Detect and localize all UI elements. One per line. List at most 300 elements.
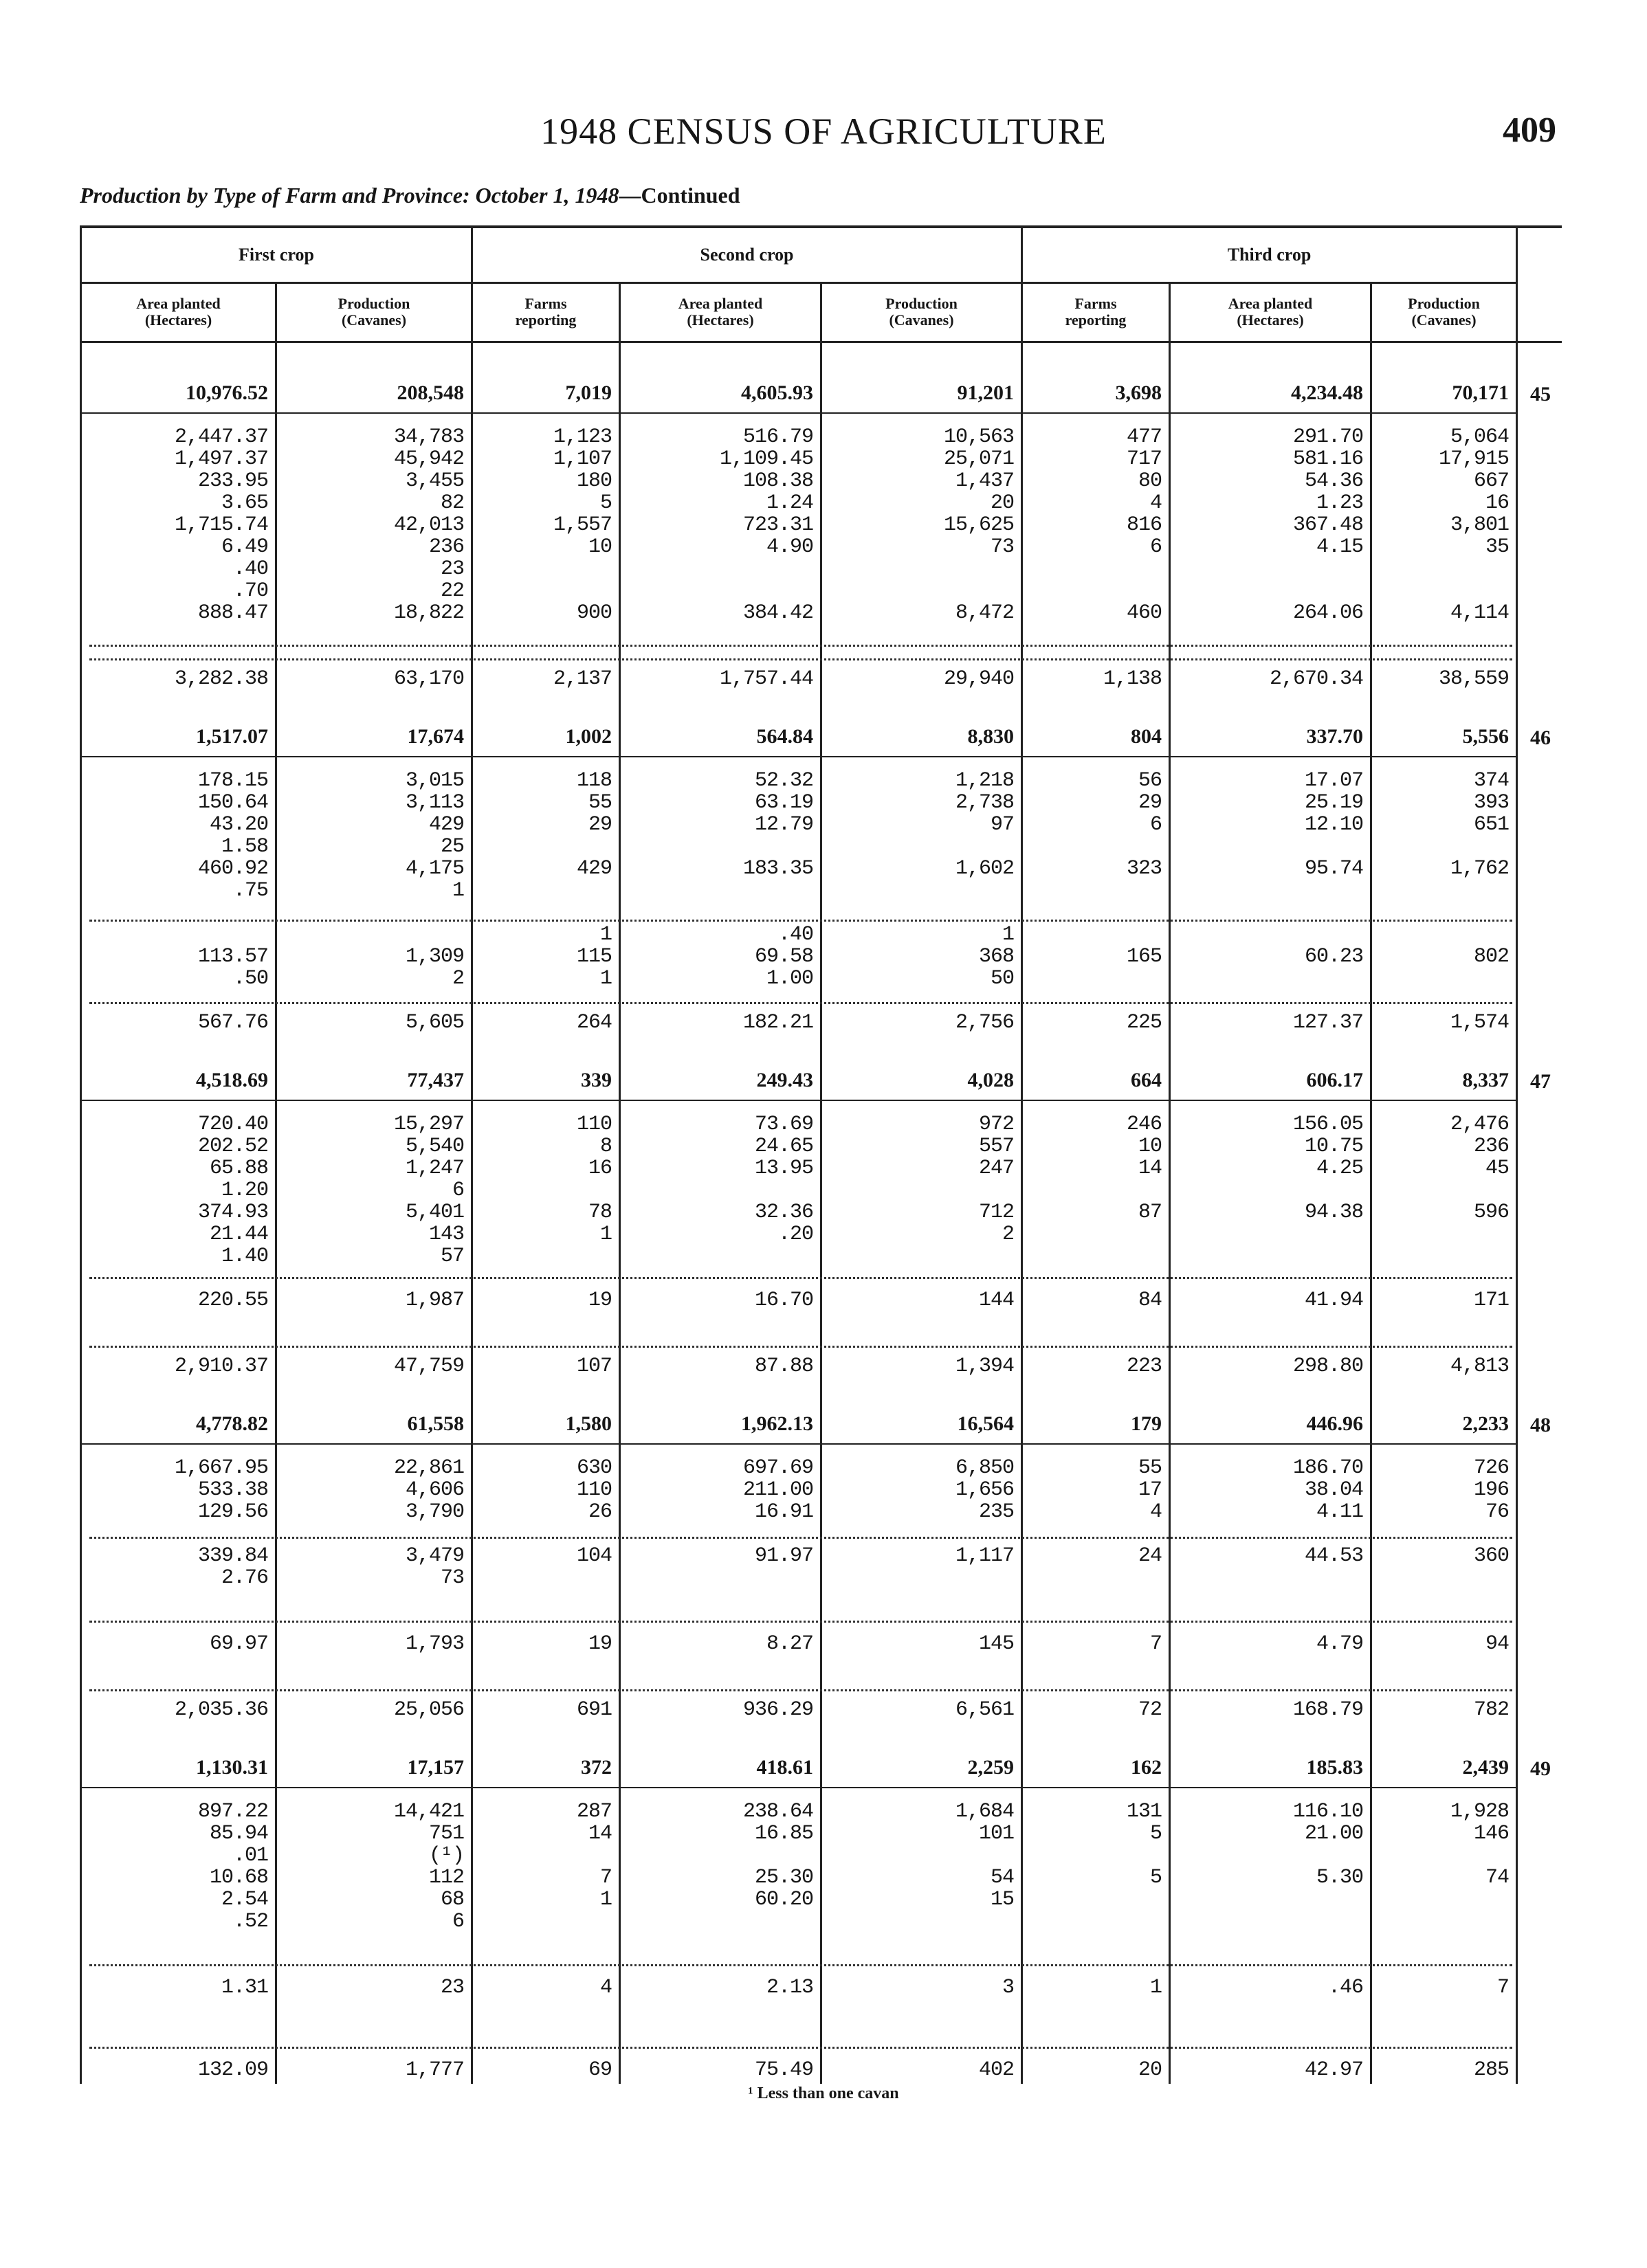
- table-cell: 43.20: [209, 813, 268, 836]
- group-header-first-crop: First crop: [239, 245, 314, 265]
- table-cell: 6: [1149, 813, 1162, 836]
- table-cell: 720.40: [197, 1113, 268, 1136]
- table-cell: 3: [1002, 1976, 1014, 1999]
- table-cell: 1,757.44: [719, 667, 813, 691]
- table-cell: 751: [428, 1822, 464, 1845]
- table-row: [0, 425, 1647, 449]
- table-row: [0, 557, 1647, 581]
- table-cell: 3,698: [1115, 381, 1162, 404]
- table-cell: .01: [232, 1844, 268, 1867]
- table-cell: 56: [1138, 769, 1162, 792]
- table-cell: 6: [1149, 535, 1162, 559]
- table-cell: 1,437: [955, 469, 1014, 493]
- column-header: Farms reporting: [1065, 295, 1127, 329]
- table-cell: 1,497.37: [174, 447, 268, 471]
- table-cell: 41.94: [1304, 1289, 1363, 1312]
- table-cell: 45: [1485, 1157, 1509, 1180]
- group-header-second-crop: Second crop: [700, 245, 794, 265]
- table-cell: 1: [599, 923, 612, 946]
- table-cell: 1.24: [766, 491, 813, 515]
- table-cell: 897.22: [197, 1800, 268, 1823]
- table-cell: 3,455: [405, 469, 464, 493]
- footnote: ¹ Less than one cavan: [748, 2084, 899, 2102]
- table-cell: 208,548: [397, 381, 464, 404]
- table-cell: 17: [1138, 1478, 1162, 1502]
- margin-line-number: 48: [1530, 1414, 1551, 1436]
- table-cell: 4.15: [1316, 535, 1363, 559]
- table-cell: 20: [1138, 2058, 1162, 2082]
- table-cell: 8,830: [967, 725, 1014, 748]
- table-cell: 249.43: [756, 1069, 813, 1091]
- table-total-row: [0, 1756, 1647, 1779]
- table-cell: 235: [978, 1500, 1014, 1524]
- table-cell: 2.13: [766, 1976, 813, 1999]
- table-cell: 1,580: [565, 1412, 612, 1435]
- table-cell: 104: [576, 1544, 612, 1568]
- table-cell: 1: [1149, 1976, 1162, 1999]
- table-cell: 84: [1138, 1289, 1162, 1312]
- table-cell: 25,056: [393, 1698, 464, 1722]
- table-cell: 14: [1138, 1157, 1162, 1180]
- table-cell: 77,437: [407, 1069, 464, 1091]
- table-cell: 74: [1485, 1866, 1509, 1889]
- table-cell: 1.23: [1316, 491, 1363, 515]
- table-cell: 15,297: [393, 1113, 464, 1136]
- table-cell: 1,517.07: [196, 725, 268, 748]
- table-cell: 69: [588, 2058, 612, 2082]
- table-cell: 8: [599, 1135, 612, 1158]
- table-cell: 91.97: [754, 1544, 813, 1568]
- table-row: [0, 1478, 1647, 1502]
- table-cell: 429: [428, 813, 464, 836]
- table-cell: 6: [452, 1179, 464, 1202]
- table-cell: 143: [428, 1223, 464, 1246]
- table-cell: 1,602: [955, 857, 1014, 880]
- table-cell: 238.64: [742, 1800, 813, 1823]
- table-total-row: [0, 725, 1647, 748]
- table-cell: 4,605.93: [741, 381, 813, 404]
- table-row: [0, 1011, 1647, 1034]
- margin-line-number: 45: [1530, 383, 1551, 405]
- table-cell: 220.55: [197, 1289, 268, 1312]
- table-cell: 3,801: [1450, 513, 1509, 537]
- table-cell: 2,670.34: [1269, 667, 1363, 691]
- table-cell: 15,625: [943, 513, 1014, 537]
- table-cell: 374: [1473, 769, 1509, 792]
- table-cell: 23: [440, 557, 464, 581]
- column-header: Production (Cavanes): [338, 295, 410, 329]
- table-cell: 94: [1485, 1632, 1509, 1656]
- table-cell: 110: [576, 1113, 612, 1136]
- table-cell: 113.57: [197, 945, 268, 968]
- table-cell: 533.38: [197, 1478, 268, 1502]
- table-cell: 17,915: [1438, 447, 1509, 471]
- table-cell: 156.05: [1292, 1113, 1363, 1136]
- table-cell: 418.61: [756, 1756, 813, 1779]
- table-cell: 972: [978, 1113, 1014, 1136]
- table-row: [0, 667, 1647, 691]
- table-cell: 91,201: [957, 381, 1014, 404]
- table-cell: 171: [1473, 1289, 1509, 1312]
- table-cell: 1,109.45: [719, 447, 813, 471]
- table-cell: 44.53: [1304, 1544, 1363, 1568]
- table-row: [0, 1223, 1647, 1246]
- table-cell: 667: [1473, 469, 1509, 493]
- table-cell: 1: [452, 879, 464, 902]
- table-cell: 1,117: [955, 1544, 1014, 1568]
- table-row: [0, 791, 1647, 814]
- table-cell: 384.42: [742, 601, 813, 625]
- table-cell: 132.09: [197, 2058, 268, 2082]
- table-cell: .40: [232, 557, 268, 581]
- column-header: Production (Cavanes): [1408, 295, 1480, 329]
- table-cell: 10: [588, 535, 612, 559]
- table-cell: 1,667.95: [174, 1456, 268, 1480]
- table-cell: 1.31: [221, 1976, 268, 1999]
- table-cell: 12.10: [1304, 813, 1363, 836]
- table-cell: 1,928: [1450, 1800, 1509, 1823]
- table-cell: 888.47: [197, 601, 268, 625]
- table-cell: 557: [978, 1135, 1014, 1158]
- table-cell: 1,793: [405, 1632, 464, 1656]
- table-cell: 29,940: [943, 667, 1014, 691]
- table-cell: 1.58: [221, 835, 268, 858]
- table-cell: 4,175: [405, 857, 464, 880]
- column-header: Area planted (Hectares): [1228, 295, 1313, 329]
- table-cell: 21.44: [209, 1223, 268, 1246]
- table-cell: 23: [440, 1976, 464, 1999]
- table-cell: 22,861: [393, 1456, 464, 1480]
- table-cell: 236: [1473, 1135, 1509, 1158]
- table-cell: 7: [1149, 1632, 1162, 1656]
- table-cell: 94.38: [1304, 1201, 1363, 1224]
- table-cell: 22: [440, 579, 464, 603]
- table-total-row: [0, 1412, 1647, 1436]
- table-row: [0, 491, 1647, 515]
- table-cell: 110: [576, 1478, 612, 1502]
- table-row: [0, 769, 1647, 792]
- table-cell: 97: [990, 813, 1014, 836]
- table-cell: 691: [576, 1698, 612, 1722]
- table-cell: 4.25: [1316, 1157, 1363, 1180]
- table-cell: 900: [576, 601, 612, 625]
- table-cell: 2: [1002, 1223, 1014, 1246]
- table-cell: 55: [588, 791, 612, 814]
- table-cell: 2,738: [955, 791, 1014, 814]
- table-cell: 2,035.36: [174, 1698, 268, 1722]
- table-cell: 186.70: [1292, 1456, 1363, 1480]
- table-row: [0, 1566, 1647, 1590]
- table-cell: 10,976.52: [186, 381, 268, 404]
- table-cell: 146: [1473, 1822, 1509, 1845]
- table-cell: 65.88: [209, 1157, 268, 1180]
- table-cell: 1,777: [405, 2058, 464, 2082]
- table-cell: 4: [599, 1976, 612, 1999]
- table-cell: 42.97: [1304, 2058, 1363, 2082]
- table-cell: .75: [232, 879, 268, 902]
- table-cell: 1,987: [405, 1289, 464, 1312]
- table-cell: 1,394: [955, 1355, 1014, 1378]
- table-cell: 127.37: [1292, 1011, 1363, 1034]
- table-cell: 19: [588, 1289, 612, 1312]
- table-cell: 1: [599, 1888, 612, 1911]
- table-cell: 782: [1473, 1698, 1509, 1722]
- table-row: [0, 469, 1647, 493]
- table-cell: 287: [576, 1800, 612, 1823]
- table-cell: 2,439: [1462, 1756, 1509, 1779]
- page-title: 1948 CENSUS OF AGRICULTURE: [540, 111, 1107, 152]
- table-row: [0, 513, 1647, 537]
- table-cell: 3,479: [405, 1544, 464, 1568]
- page-number: 409: [1503, 111, 1556, 150]
- table-cell: 69.97: [209, 1632, 268, 1656]
- table-cell: 802: [1473, 945, 1509, 968]
- table-cell: 14,421: [393, 1800, 464, 1823]
- table-cell: 223: [1126, 1355, 1162, 1378]
- table-cell: 17.07: [1304, 769, 1363, 792]
- table-cell: 291.70: [1292, 425, 1363, 449]
- table-cell: 50: [990, 967, 1014, 990]
- table-cell: 6,561: [955, 1698, 1014, 1722]
- table-cell: 5.30: [1316, 1866, 1363, 1889]
- table-cell: 150.64: [197, 791, 268, 814]
- table-cell: 108.38: [742, 469, 813, 493]
- table-cell: 1,962.13: [741, 1412, 813, 1435]
- table-cell: 564.84: [756, 725, 813, 748]
- table-cell: 516.79: [742, 425, 813, 449]
- table-cell: .70: [232, 579, 268, 603]
- table-row: [0, 1456, 1647, 1480]
- table-row: [0, 1800, 1647, 1823]
- table-cell: 477: [1126, 425, 1162, 449]
- table-cell: 1,247: [405, 1157, 464, 1180]
- table-cell: 47,759: [393, 1355, 464, 1378]
- table-row: [0, 923, 1647, 946]
- table-cell: 45,942: [393, 447, 464, 471]
- table-row: [0, 1245, 1647, 1268]
- table-cell: 247: [978, 1157, 1014, 1180]
- table-row: [0, 1355, 1647, 1378]
- table-cell: 68: [440, 1888, 464, 1911]
- table-cell: 225: [1126, 1011, 1162, 1034]
- table-cell: 18,822: [393, 601, 464, 625]
- table-cell: .40: [777, 923, 813, 946]
- table-cell: 651: [1473, 813, 1509, 836]
- table-cell: 162: [1131, 1756, 1162, 1779]
- table-cell: 1,762: [1450, 857, 1509, 880]
- table-cell: 35: [1485, 535, 1509, 559]
- table-cell: 10,563: [943, 425, 1014, 449]
- table-row: [0, 1698, 1647, 1722]
- table-row: [0, 1289, 1647, 1312]
- table-cell: 76: [1485, 1500, 1509, 1524]
- column-header: Area planted (Hectares): [136, 295, 221, 329]
- table-cell: 107: [576, 1355, 612, 1378]
- table-row: [0, 1632, 1647, 1656]
- table-row: [0, 601, 1647, 625]
- table-row: [0, 1544, 1647, 1568]
- table-cell: 5: [1149, 1866, 1162, 1889]
- table-cell: 402: [978, 2058, 1014, 2082]
- table-cell: 372: [581, 1756, 612, 1779]
- table-cell: 118: [576, 769, 612, 792]
- table-cell: 6,850: [955, 1456, 1014, 1480]
- table-total-row: [0, 1069, 1647, 1092]
- table-cell: 3.65: [221, 491, 268, 515]
- table-cell: 2,910.37: [174, 1355, 268, 1378]
- table-cell: 144: [978, 1289, 1014, 1312]
- table-cell: 73: [440, 1566, 464, 1590]
- table-cell: 10.68: [209, 1866, 268, 1889]
- table-cell: 29: [1138, 791, 1162, 814]
- table-cell: 165: [1126, 945, 1162, 968]
- table-cell: 3,282.38: [174, 667, 268, 691]
- margin-line-number: 46: [1530, 726, 1551, 749]
- table-cell: 1,715.74: [174, 513, 268, 537]
- table-cell: 374.93: [197, 1201, 268, 1224]
- table-cell: 7,019: [565, 381, 612, 404]
- table-cell: 630: [576, 1456, 612, 1480]
- table-cell: 131: [1126, 1800, 1162, 1823]
- table-row: [0, 447, 1647, 471]
- table-cell: 2,756: [955, 1011, 1014, 1034]
- table-cell: 1.00: [766, 967, 813, 990]
- table-cell: 460: [1126, 601, 1162, 625]
- table-cell: 1: [599, 967, 612, 990]
- table-cell: 4: [1149, 491, 1162, 515]
- table-cell: 664: [1131, 1069, 1162, 1091]
- table-cell: 5,605: [405, 1011, 464, 1034]
- table-cell: 73: [990, 535, 1014, 559]
- table-cell: .20: [777, 1223, 813, 1246]
- table-cell: 1.20: [221, 1179, 268, 1202]
- table-cell: 1,002: [565, 725, 612, 748]
- table-cell: 723.31: [742, 513, 813, 537]
- table-cell: 368: [978, 945, 1014, 968]
- table-cell: 5,064: [1450, 425, 1509, 449]
- table-cell: 1,107: [553, 447, 612, 471]
- table-cell: 16.91: [754, 1500, 813, 1524]
- table-cell: 5,556: [1462, 725, 1509, 748]
- table-cell: 581.16: [1292, 447, 1363, 471]
- table-cell: 726: [1473, 1456, 1509, 1480]
- table-cell: 4: [1149, 1500, 1162, 1524]
- table-row: [0, 835, 1647, 858]
- table-cell: 25.19: [1304, 791, 1363, 814]
- table-cell: 7: [599, 1866, 612, 1889]
- table-cell: 54.36: [1304, 469, 1363, 493]
- table-cell: 101: [978, 1822, 1014, 1845]
- table-cell: 54: [990, 1866, 1014, 1889]
- table-cell: 73.69: [754, 1113, 813, 1136]
- table-row: [0, 967, 1647, 990]
- table-cell: 15: [990, 1888, 1014, 1911]
- table-row: [0, 535, 1647, 559]
- table-cell: 95.74: [1304, 857, 1363, 880]
- table-cell: 3,790: [405, 1500, 464, 1524]
- table-cell: 429: [576, 857, 612, 880]
- table-cell: 185.83: [1306, 1756, 1363, 1779]
- table-row: [0, 1866, 1647, 1889]
- table-cell: 8.27: [766, 1632, 813, 1656]
- table-cell: .52: [232, 1910, 268, 1933]
- table-cell: 4,234.48: [1291, 381, 1363, 404]
- table-cell: 34,783: [393, 425, 464, 449]
- table-cell: 145: [978, 1632, 1014, 1656]
- table-cell: 233.95: [197, 469, 268, 493]
- table-cell: 115: [576, 945, 612, 968]
- table-cell: 2,259: [967, 1756, 1014, 1779]
- table-cell: 82: [440, 491, 464, 515]
- table-cell: 2,233: [1462, 1412, 1509, 1435]
- table-cell: 2.54: [221, 1888, 268, 1911]
- table-cell: 10: [1138, 1135, 1162, 1158]
- table-cell: 16,564: [957, 1412, 1014, 1435]
- table-cell: 360: [1473, 1544, 1509, 1568]
- table-cell: 8,472: [955, 601, 1014, 625]
- table-row: [0, 1157, 1647, 1180]
- table-cell: 61,558: [407, 1412, 464, 1435]
- subtitle-text: Production by Type of Farm and Province: October 1, 1948: [80, 183, 619, 208]
- table-cell: 2,447.37: [174, 425, 268, 449]
- table-cell: 26: [588, 1500, 612, 1524]
- table-cell: 446.96: [1306, 1412, 1363, 1435]
- table-cell: 4,114: [1450, 601, 1509, 625]
- table-cell: 20: [990, 491, 1014, 515]
- table-cell: 7: [1496, 1976, 1509, 1999]
- table-cell: 264.06: [1292, 601, 1363, 625]
- table-row: [0, 1113, 1647, 1136]
- table-cell: 1,656: [955, 1478, 1014, 1502]
- table-row: [0, 579, 1647, 603]
- table-cell: 129.56: [197, 1500, 268, 1524]
- table-cell: 116.10: [1292, 1800, 1363, 1823]
- column-header: Production (Cavanes): [885, 295, 958, 329]
- table-cell: 1: [1002, 923, 1014, 946]
- table-cell: 87: [1138, 1201, 1162, 1224]
- table-cell: 2.76: [221, 1566, 268, 1590]
- table-row: [0, 1888, 1647, 1911]
- table-row: [0, 1822, 1647, 1845]
- table-cell: 8,337: [1462, 1069, 1509, 1091]
- table-cell: .46: [1327, 1976, 1363, 1999]
- table-row: [0, 1910, 1647, 1933]
- table-cell: 936.29: [742, 1698, 813, 1722]
- table-row: [0, 1201, 1647, 1224]
- table-cell: 4.79: [1316, 1632, 1363, 1656]
- table-cell: 202.52: [197, 1135, 268, 1158]
- table-cell: 63,170: [393, 667, 464, 691]
- table-cell: 60.23: [1304, 945, 1363, 968]
- table-cell: 78: [588, 1201, 612, 1224]
- table-cell: 196: [1473, 1478, 1509, 1502]
- table-cell: 1.40: [221, 1245, 268, 1268]
- table-cell: 17,674: [407, 725, 464, 748]
- table-cell: 16.85: [754, 1822, 813, 1845]
- table-cell: 460.92: [197, 857, 268, 880]
- table-cell: 55: [1138, 1456, 1162, 1480]
- table-cell: 69.58: [754, 945, 813, 968]
- table-cell: 1,557: [553, 513, 612, 537]
- table-cell: 1,130.31: [196, 1756, 268, 1779]
- table-row: [0, 1976, 1647, 1999]
- group-header-third-crop: Third crop: [1227, 245, 1312, 265]
- table-cell: 16: [1485, 491, 1509, 515]
- table-cell: 5: [1149, 1822, 1162, 1845]
- table-cell: 339.84: [197, 1544, 268, 1568]
- table-cell: 285: [1473, 2058, 1509, 2082]
- table-row: [0, 1135, 1647, 1158]
